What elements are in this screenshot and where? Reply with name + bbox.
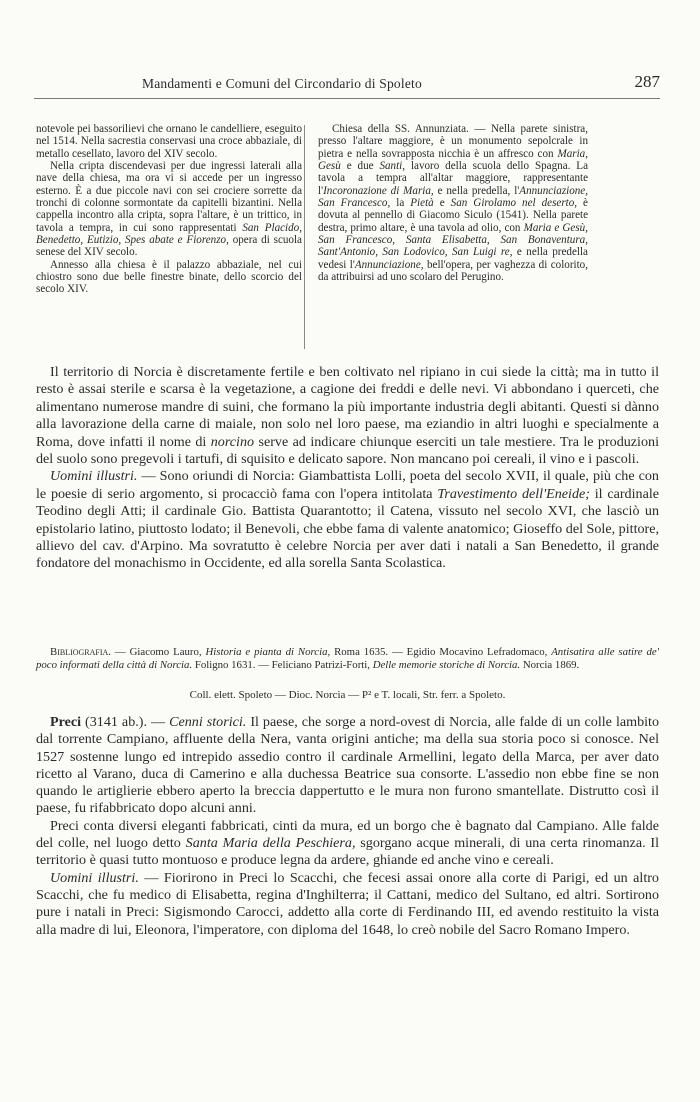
- preci-famous-people-paragraph: Uomini illustri. — Fiorirono in Preci lo Scacchi, che fecesi assai onore alla corte di Parigi, ed un altro Scacchi, che fu medico di Elisabetta, regina d'Inghilterra; il Cattani, medico del Sultano, ed altri. Sortirono pure i natali in Preci: Sigismondo Carocci, addetto alla corte di Ferdinando III, ed avendo restituito la vista alla madre di lui, Eleonora, l'imperatore, con diploma del 1648, lo creò nobile del Sacro Romano Impero.: [36, 869, 659, 938]
- norcia-famous-people-paragraph: Uomini illustri. — Sono oriundi di Norcia: Giambattista Lolli, poeta del secolo XVII, il quale, più che con le poesie di serio argomento, si procacciò fama con l'opera intitolata Travestimento dell'Eneide; il cardinale Teodino degli Atti; il cardinale Gio. Battista Quarantotto; il Catena, vissuto nel secolo XVI, che lasciò un epistolario latino, piuttosto lodato; il Benevoli, che ebbe fama di valente anatomico; Gioseffo del Sole, pittore, allievo del cav. d'Arpino. Ma sovratutto è celebre Norcia per aver dati i natali a San Benedetto, il grande fondatore del monachismo in Occidente, ed alla sorella Santa Scolastica.: [36, 468, 659, 572]
- preci-heading: Preci: [50, 714, 82, 730]
- norcia-territory-paragraph: Il territorio di Norcia è discretamente fertile e ben coltivato nel ripiano in cui siede la città; ma in tutto il resto è assai sterile e scarsa è la vegetazione, a cagione dei freddi e delle nevi. Vi abbondano i querceti, che alimentano numerose mandre di suini, che formano la più importante industria degli abitanti. Questi si dànno alla lavorazione della carne di maiale, non solo nel loro paese, ma eziandio in altri luoghi e specialmente a Roma, dove infatti il nome di norcino serve ad indicare chiunque eserciti un tale mestiere. Tra le produzioni del suolo sono pregevoli i tartufi, di squisito e delicato sapore. Non mancano poi cereali, il vino e i pascoli.: [36, 364, 659, 468]
- administrative-line: Coll. elett. Spoleto — Dioc. Norcia — P² e T. locali, Str. ferr. a Spoleto.: [189, 689, 506, 701]
- running-title: Mandamenti e Comuni del Circondario di Spoleto: [142, 76, 422, 91]
- bibliography: Bibliografia. — Giacomo Lauro, Historia e pianta di Norcia, Roma 1635. — Egidio Mocavino Lefradomaco, Antisatira alle satire de' poco informati della città di Norcia. Foligno 1631. — Feliciano Patrizi-Forti, Delle memorie storiche di Norcia. Norcia 1869.: [36, 646, 659, 671]
- preci-history-paragraph: Preci (3141 ab.). — Cenni storici. Il paese, che sorge a nord-ovest di Norcia, alle falde di un colle lambito dal torrente Campiano, affluente della Nera, vanta origini antiche; ma della sua storia poco si conosce. Nel 1527 sostenne lungo ed intrepido assedio contro il cardinale Armellini, legato della Marca, per aver dato ricetto al Varano, duca di Camerino e alla duchessa Beatrice sua consorte. L'assedio non ebbe fine se non quando le artiglierie ebbero aperto la breccia dappertutto e le mura non furono smantellate. Distrutto così il paese, fu rifabbricato dopo alcuni anni.: [36, 714, 660, 817]
- left-paragraph-3: Annesso alla chiesa è il palazzo abbaziale, nel cui chiostro sono due belle finestre binate, dello scorcio del secolo XIV.: [36, 258, 302, 296]
- bibliography-label: Bibliografia.: [50, 646, 112, 658]
- right-paragraph-1: Chiesa della SS. Annunziata. — Nella parete sinistra, presso l'altare maggiore, è un monumento sepolcrale in pietra e nella sovrapposta nicchia è un affresco con Maria, Gesù e due Santi, lavoro della scuola dello Spagna. La tavola a tempra all'altar maggiore, rappresentante l'Incoronazione di Maria, e nella predella, l'Annunciazione, San Francesco, la Pietà e San Girolamo nel deserto, è dovuta al pennello di Giacomo Siculo (1541). Nella parete destra, primo altare, è una tavola ad olio, con Maria e Gesù, San Francesco, Santa Elisabetta, San Bonaventura, Sant'Antonio, San Lodovico, San Luigi re, e nella predella vedesi l'Annunciazione, bell'opera, per vaghezza di colorito, da attribuirsi ad uno scolaro del Perugino.: [318, 123, 589, 284]
- preci-entry: [36, 714, 659, 939]
- left-paragraph-1: notevole pei bassorilievi che ornano le candelliere, eseguito nel 1514. Nella sacrestia conservasi una croce abbaziale, di metallo cesellato, lavoro del XIV secolo.: [36, 123, 302, 160]
- preci-description-paragraph: Preci conta diversi eleganti fabbricati, cinti da mura, ed un borgo che è bagnato dal Campiano. Alle falde del colle, nel luogo detto Santa Maria della Peschiera, sgorgano acque minerali, di una certa rinomanza. Il territorio è quasi tutto montuoso e produce legna da ardere, ghiande ed anche vino e cereali.: [36, 817, 660, 869]
- column-divider: [304, 125, 305, 349]
- norcia-body: [36, 364, 659, 573]
- two-column-section: [36, 123, 660, 363]
- page-number: 287: [634, 72, 660, 91]
- right-column: [318, 123, 588, 283]
- running-header: [34, 74, 660, 99]
- left-paragraph-2: Nella cripta discendevasi per due ingressi laterali alla nave della chiesa, ma ora vi si accede per un ingresso esterno. È a due piccole navi con sei crociere sorrette da tronchi di colonne sormontate da capitelli bizantini. Nella cappella incontro alla cripta, sopra l'altare, è un trittico, in tavola a tempra, in cui sono rappresentati San Placido, Benedetto, Eutizio, Spes abate e Fiorenzo, opera di scuola senese del XIV secolo.: [36, 160, 302, 259]
- left-column: [36, 123, 302, 296]
